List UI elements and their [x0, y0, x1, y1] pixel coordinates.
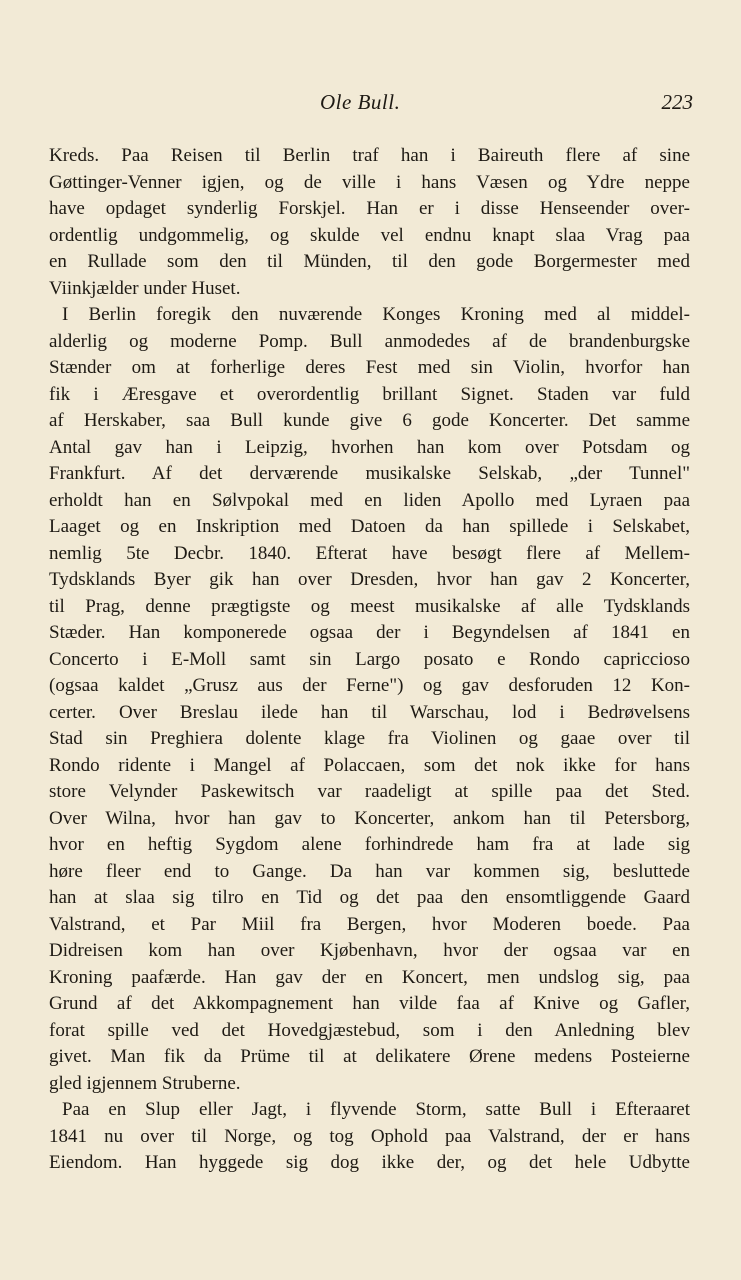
text-line: Didreisen kom han over Kjøbenhavn, hvor der ogsaa var en [49, 940, 690, 961]
text-line: certer. Over Breslau ilede han til Warschau, lod i Bedrøvelsens [49, 701, 690, 723]
body-text [49, 143, 690, 1177]
text-line: Concerto i E-Moll samt sin Largo posato e Rondo capriccioso [49, 648, 690, 670]
text-line: Rondo ridente i Mangel af Polaccaen, som det nok ikke for hans [49, 754, 690, 776]
text-line: Gøttinger-Venner igjen, og de ville i hans Væsen og Ydre neppe [49, 171, 690, 193]
running-head [0, 90, 741, 120]
text-line: fik i Æresgave et overordentlig brillant Signet. Staden var fuld [49, 383, 690, 405]
running-title: Ole Bull. [320, 90, 401, 114]
text-line: Kroning paafærde. Han gav der en Koncert, men undslog sig, paa [49, 966, 690, 988]
text-line: Stad sin Preghiera dolente klage fra Violinen og gaae over til [49, 728, 690, 749]
text-line: (ogsaa kaldet „Grusz aus der Ferne") og gav desforuden 12 Kon- [49, 675, 690, 696]
text-line: gled igjennem Struberne. [49, 1072, 241, 1094]
text-line: en Rullade som den til Münden, til den gode Borgermester med [49, 251, 690, 272]
text-line: Viinkjælder under Huset. [49, 277, 241, 299]
text-line: Tydsklands Byer gik han over Dresden, hvor han gav 2 Koncerter, [49, 569, 690, 590]
text-line: store Velynder Paskewitsch var raadeligt at spille paa det Sted. [49, 781, 690, 802]
text-line: til Prag, denne prægtigste og meest musikalske af alle Tydsklands [49, 595, 690, 617]
text-line: ordentlig undgommelig, og skulde vel endnu knapt slaa Vrag paa [49, 224, 690, 246]
text-line: erholdt han en Sølvpokal med en liden Apollo med Lyraen paa [49, 489, 690, 511]
text-line: Kreds. Paa Reisen til Berlin traf han i Baireuth flere af sine [49, 145, 690, 166]
text-line: 1841 nu over til Norge, og tog Ophold paa Valstrand, der er hans [49, 1125, 690, 1147]
text-line: nemlig 5te Decbr. 1840. Efterat have besøgt flere af Mellem- [49, 542, 690, 564]
text-line: givet. Man fik da Prüme til at delikatere Ørene medens Posteierne [49, 1046, 690, 1067]
text-line: alderlig og moderne Pomp. Bull anmodedes af de brandenburgske [49, 330, 690, 352]
text-line: Grund af det Akkompagnement han vilde faa af Knive og Gafler, [49, 993, 690, 1014]
text-line: Paa en Slup eller Jagt, i flyvende Storm, satte Bull i Efteraaret [62, 1099, 690, 1120]
text-line: I Berlin foregik den nuværende Konges Kroning med al middel- [62, 304, 690, 325]
text-line: hvor en heftig Sygdom alene forhindrede ham fra at lade sig [49, 834, 690, 855]
text-line: Frankfurt. Af det derværende musikalske Selskab, „der Tunnel" [49, 463, 690, 484]
text-line: Laaget og en Inskription med Datoen da han spillede i Selskabet, [49, 516, 690, 537]
text-line: høre fleer end to Gange. Da han var kommen sig, besluttede [49, 860, 690, 882]
text-line: Stænder om at forherlige deres Fest med sin Violin, hvorfor han [49, 357, 690, 378]
text-line: Over Wilna, hvor han gav to Koncerter, ankom han til Petersborg, [49, 807, 690, 829]
text-line: af Herskaber, saa Bull kunde give 6 gode Koncerter. Det samme [49, 410, 690, 431]
text-line: Antal gav han i Leipzig, hvorhen han kom over Potsdam og [49, 436, 690, 458]
page-number: 223 [661, 90, 693, 114]
text-line: Valstrand, et Par Miil fra Bergen, hvor Moderen boede. Paa [49, 913, 690, 935]
text-line: forat spille ved det Hovedgjæstebud, som i den Anledning blev [49, 1019, 690, 1041]
text-line: Stæder. Han komponerede ogsaa der i Begyndelsen af 1841 en [49, 622, 690, 643]
text-line: have opdaget synderlig Forskjel. Han er i disse Henseender over- [49, 198, 690, 219]
text-line: Eiendom. Han hyggede sig dog ikke der, og det hele Udbytte [49, 1152, 690, 1173]
text-line: han at slaa sig tilro en Tid og det paa den ensomtliggende Gaard [49, 887, 690, 908]
